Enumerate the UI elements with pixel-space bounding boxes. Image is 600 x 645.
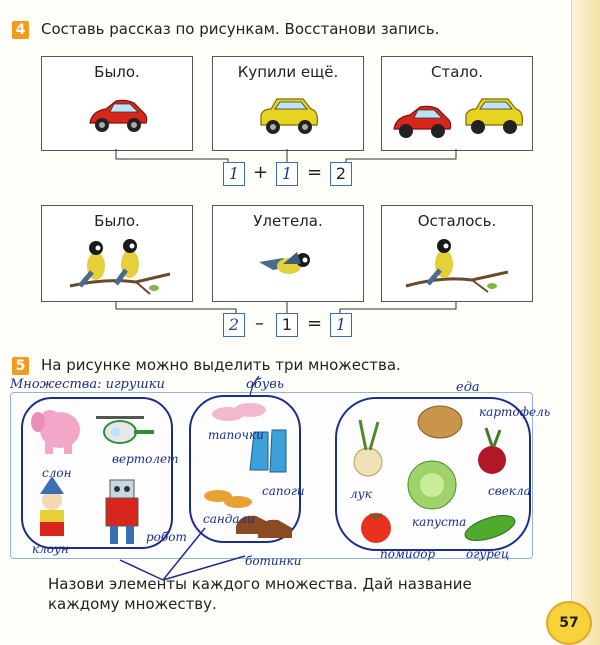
- hw-cabbage: капуста: [412, 515, 467, 529]
- robot-icon: [106, 480, 138, 544]
- eq1-result: 2: [330, 162, 352, 186]
- caption-was-2: Было.: [94, 212, 140, 230]
- eq1-box-b[interactable]: 1: [276, 162, 298, 186]
- hw-boots: сапоги: [262, 484, 305, 498]
- hw-helicopter: вертолет: [112, 452, 179, 466]
- hw-shoes-label: обувь: [246, 377, 284, 392]
- task4-instruction: Составь рассказ по рисункам. Восстанови запись.: [41, 20, 440, 38]
- caption-remained: Осталось.: [417, 212, 497, 230]
- eq2-box-b: 1: [276, 313, 298, 337]
- eq2-equals: =: [307, 313, 323, 334]
- eq2-result[interactable]: 1: [330, 313, 352, 337]
- hw-food-label: еда: [456, 380, 480, 395]
- hw-tomato: помидор: [380, 547, 436, 561]
- caption-became: Стало.: [431, 63, 483, 81]
- hw-elephant: слон: [42, 466, 72, 480]
- hw-sets-label: Множества: игрушки: [10, 377, 165, 392]
- tomato-icon: [361, 513, 391, 543]
- slippers-icon: [212, 403, 266, 421]
- eq2-box-a[interactable]: 2: [223, 313, 245, 337]
- clown-icon: [40, 476, 64, 536]
- hw-sandals: сандали: [203, 512, 255, 526]
- helicopter-icon: [96, 416, 154, 443]
- hw-robot: робот: [146, 530, 187, 544]
- hw-beet: свекла: [488, 484, 531, 498]
- eq1-box-a[interactable]: 1: [223, 162, 245, 186]
- task5-instruction: На рисунке можно выделить три множества.: [41, 356, 401, 374]
- eq2-minus: –: [255, 313, 264, 334]
- eq1-plus: +: [253, 162, 269, 183]
- task-number-5: 5: [12, 357, 29, 375]
- hw-potato: картофель: [479, 405, 551, 419]
- caption-flew: Улетела.: [253, 212, 323, 230]
- hw-shoes: ботинки: [245, 554, 302, 568]
- caption-bought: Купили ещё.: [237, 63, 339, 81]
- elephant-icon: [31, 410, 80, 454]
- task-number-4: 4: [12, 21, 29, 39]
- onion-icon: [354, 420, 382, 476]
- hw-clown: клоун: [32, 542, 69, 556]
- page-number: 57: [546, 601, 592, 645]
- cucumber-icon: [462, 510, 518, 545]
- hw-cucumber: огурец: [466, 547, 510, 561]
- beet-icon: [478, 428, 506, 474]
- eq1-equals: =: [307, 162, 323, 183]
- hw-onion: лук: [350, 487, 372, 501]
- potato-icon: [418, 406, 462, 438]
- caption-was: Было.: [94, 63, 140, 81]
- cabbage-icon: [408, 461, 456, 509]
- task5-question: Назови элементы каждого множества. Дай название каждому множеству.: [48, 575, 472, 613]
- sandals-icon: [204, 490, 252, 508]
- hw-slippers: тапочки: [208, 428, 264, 442]
